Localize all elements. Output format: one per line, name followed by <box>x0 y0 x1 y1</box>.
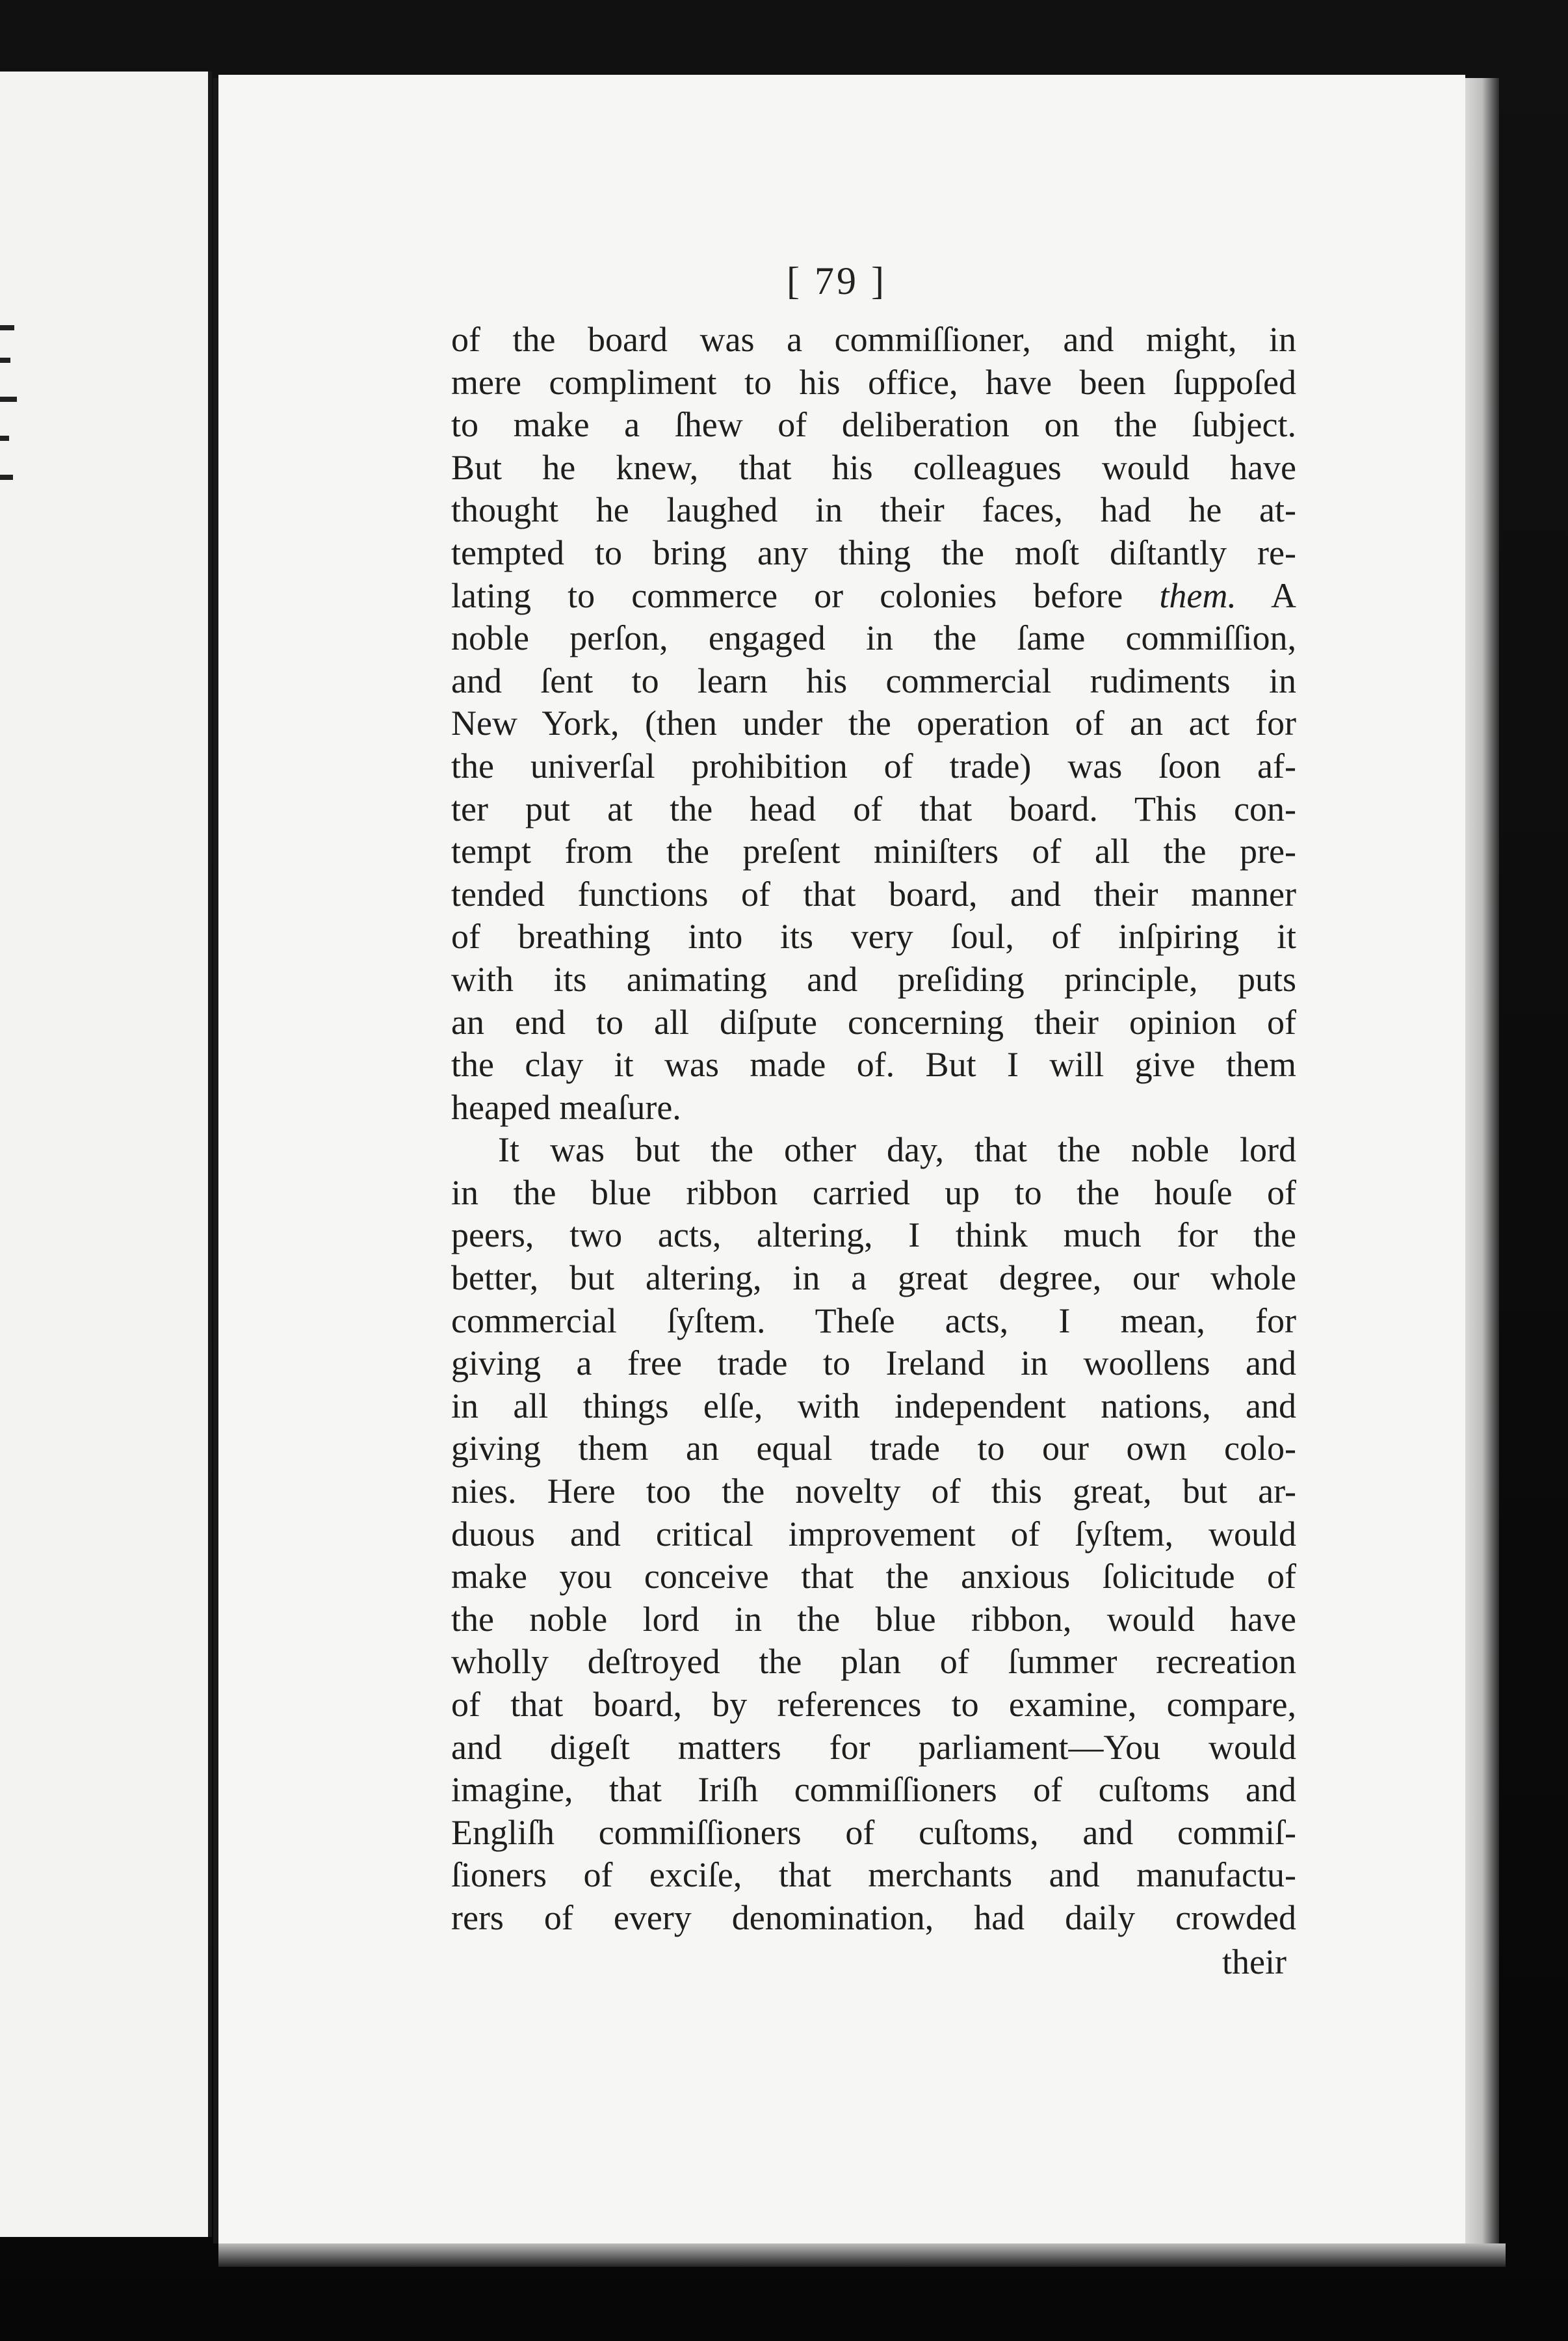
text-line: better, but altering, in a great degree, our whole <box>451 1258 1296 1298</box>
body-text <box>451 319 1296 1940</box>
text-line: in all things elſe, with independent nations, and <box>451 1386 1296 1425</box>
page-edge-shadow <box>1465 78 1499 2250</box>
text-line: tempted to bring any thing the moſt diſtantly re- <box>451 533 1296 572</box>
text-line: in the blue ribbon carried up to the houſe of <box>451 1172 1296 1212</box>
text-line: and digeſt matters for parliament—You would <box>451 1727 1296 1767</box>
left-page-text-fragments <box>0 312 22 507</box>
left-page-edge <box>0 72 212 2237</box>
text-line: duous and critical improvement of ſyſtem, would <box>451 1514 1296 1554</box>
text-line: commercial ſyſtem. Theſe acts, I mean, for <box>451 1301 1296 1340</box>
text-line: heaped meaſure. <box>451 1087 681 1127</box>
italic-word: them. <box>1159 575 1236 615</box>
text-line: of breathing into its very ſoul, of inſpiring it <box>451 917 1296 957</box>
text-line: to make a ſhew of deliberation on the ſubject. <box>451 405 1296 445</box>
text-line: noble perſon, engaged in the ſame commiſſion, <box>451 618 1296 658</box>
text-line: make you conceive that the anxious ſolicitude of <box>451 1557 1296 1596</box>
text-line: imagine, that Iriſh commiſſioners of cuſtoms and <box>451 1770 1296 1810</box>
text-line: ſioners of exciſe, that merchants and manufactu- <box>451 1855 1296 1895</box>
text-line: wholly deſtroyed the plan of ſummer recreation <box>451 1642 1296 1682</box>
text-line: the univerſal prohibition of trade) was ſoon af- <box>451 746 1296 786</box>
text-line: the noble lord in the blue ribbon, would have <box>451 1599 1296 1639</box>
binding-spine <box>213 78 218 2243</box>
text-line: Engliſh commiſſioners of cuſtoms, and commiſ- <box>451 1812 1296 1852</box>
text-line: rers of every denomination, had daily crowded <box>451 1898 1296 1937</box>
text-line: tended functions of that board, and their manner <box>451 874 1296 914</box>
text-line: thought he laughed in their faces, had he at- <box>451 490 1296 530</box>
text-line: nies. Here too the novelty of this great, but ar- <box>451 1472 1296 1511</box>
text-line: New York, (then under the operation of an act for <box>451 704 1296 743</box>
text-line: lating to commerce or colonies before them. A <box>451 575 1296 615</box>
paragraph-2 <box>451 1129 1296 1939</box>
text-line: ter put at the head of that board. This con- <box>451 789 1296 828</box>
text-line: of the board was a commiſſioner, and might, in <box>451 320 1296 359</box>
text-line: of that board, by references to examine, compare, <box>451 1685 1296 1724</box>
text-line: the clay it was made of. But I will give them <box>451 1045 1296 1085</box>
paragraph-1 <box>451 319 1296 1129</box>
text-line: giving them an equal trade to our own colo- <box>451 1429 1296 1468</box>
text-line: It was but the other day, that the noble lord <box>498 1130 1296 1170</box>
text-line: an end to all diſpute concerning their opinion of <box>451 1002 1296 1042</box>
text-line: mere compliment to his office, have been ſuppoſed <box>451 362 1296 402</box>
text-line: But he knew, that his colleagues would have <box>451 447 1296 487</box>
text-line: peers, two acts, altering, I think much for the <box>451 1215 1296 1255</box>
text-line: tempt from the preſent miniſters of all the pre- <box>451 832 1296 871</box>
page-bottom-edge <box>218 2243 1506 2267</box>
text-line: giving a free trade to Ireland in woollens and <box>451 1343 1296 1383</box>
text-line: with its animating and preſiding principle, puts <box>451 959 1296 999</box>
catchword: their <box>1222 1942 1287 1981</box>
text-line: and ſent to learn his commercial rudiments in <box>451 661 1296 700</box>
page-number-header: [ 79 ] <box>787 259 887 302</box>
